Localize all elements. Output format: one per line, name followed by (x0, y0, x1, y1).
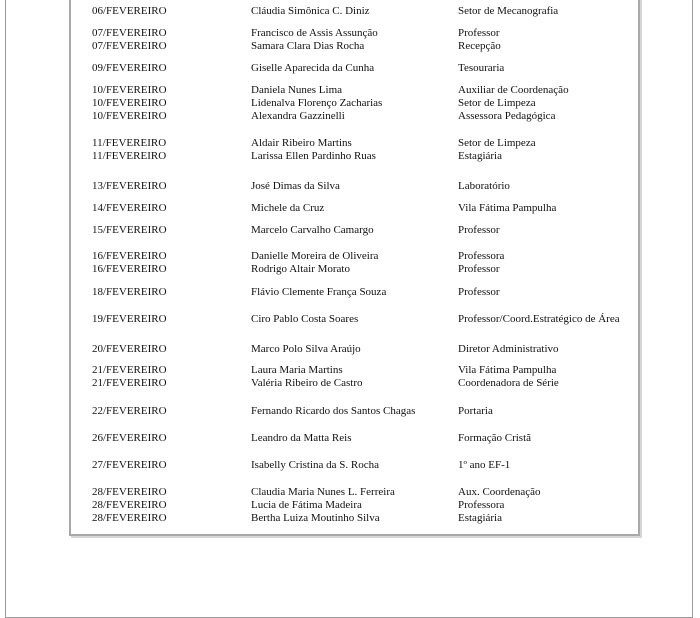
employee-name: Cláudia Simônica C. Diniz (251, 5, 370, 17)
employee-department: Estagiária (458, 150, 502, 162)
birthday-date: 07/FEVEREIRO (92, 27, 167, 39)
employee-name: Michele da Cruz (251, 202, 325, 214)
employee-department: Tesouraria (458, 62, 505, 74)
employee-name: Samara Clara Dias Rocha (251, 40, 365, 52)
employee-department: Recepção (458, 40, 501, 52)
employee-department: Auxiliar de Coordenação (458, 84, 569, 96)
employee-name: Larissa Ellen Pardinho Ruas (251, 150, 376, 162)
employee-name: Alexandra Gazzinelli (251, 110, 345, 122)
birthday-list (69, 0, 640, 536)
employee-department: Vila Fátima Pampulha (458, 202, 557, 214)
birthday-date: 14/FEVEREIRO (92, 202, 167, 214)
employee-department: Professora (458, 499, 505, 511)
employee-department: Professor (458, 263, 500, 275)
employee-name: Flávio Clemente França Souza (251, 286, 387, 298)
employee-name: Claudia Maria Nunes L. Ferreira (251, 486, 395, 498)
employee-name: Lidenalva Florenço Zacharias (251, 97, 383, 109)
employee-name: Marco Polo Silva Araújo (251, 343, 361, 355)
birthday-date: 10/FEVEREIRO (92, 97, 167, 109)
employee-name: Marcelo Carvalho Camargo (251, 224, 374, 236)
birthday-date: 11/FEVEREIRO (92, 150, 167, 162)
birthday-date: 22/FEVEREIRO (92, 405, 167, 417)
employee-name: Bertha Luiza Moutinho Silva (251, 512, 380, 524)
employee-department: Vila Fátima Pampulha (458, 364, 557, 376)
employee-department: Professora (458, 250, 505, 262)
employee-name: Isabelly Cristina da S. Rocha (251, 459, 380, 471)
employee-name: Leandro da Matta Reis (251, 432, 352, 444)
employee-name: Francisco de Assis Assunção (251, 27, 378, 39)
birthday-date: 13/FEVEREIRO (92, 180, 167, 192)
birthday-date: 11/FEVEREIRO (92, 137, 167, 149)
employee-department: Professor (458, 27, 500, 39)
employee-department: 1º ano EF-1 (458, 459, 511, 471)
employee-department: Portaria (458, 405, 493, 417)
employee-department: Estagiária (458, 512, 502, 524)
birthday-date: 06/FEVEREIRO (92, 5, 167, 17)
employee-department: Formação Cristã (458, 432, 532, 444)
employee-name: Aldair Ribeiro Martins (251, 137, 352, 149)
birthday-date: 07/FEVEREIRO (92, 40, 167, 52)
employee-department: Assessora Pedagógica (458, 110, 556, 122)
birthday-date: 19/FEVEREIRO (92, 313, 167, 325)
employee-department: Professor/Coord.Estratégico de Área (458, 313, 620, 325)
employee-name: Giselle Aparecida da Cunha (251, 62, 375, 74)
employee-name: José Dimas da Silva (251, 180, 340, 192)
employee-name: Daniela Nunes Lima (251, 84, 343, 96)
birthday-date: 16/FEVEREIRO (92, 250, 167, 262)
birthday-date: 21/FEVEREIRO (92, 377, 167, 389)
birthday-date: 15/FEVEREIRO (92, 224, 167, 236)
birthday-date: 10/FEVEREIRO (92, 110, 167, 122)
employee-department: Professor (458, 224, 500, 236)
birthday-date: 18/FEVEREIRO (92, 286, 167, 298)
employee-name: Laura Maria Martins (251, 364, 343, 376)
employee-department: Diretor Administrativo (458, 343, 559, 355)
birthday-date: 28/FEVEREIRO (92, 499, 167, 511)
birthday-date: 28/FEVEREIRO (92, 512, 167, 524)
employee-department: Aux. Coordenação (458, 486, 541, 498)
employee-department: Laboratório (458, 180, 510, 192)
employee-department: Setor de Limpeza (458, 97, 536, 109)
employee-name: Valéria Ribeiro de Castro (251, 377, 363, 389)
birthday-date: 27/FEVEREIRO (92, 459, 167, 471)
employee-name: Rodrigo Altair Morato (251, 263, 350, 275)
birthday-date: 10/FEVEREIRO (92, 84, 167, 96)
employee-name: Danielle Moreira de Oliveira (251, 250, 379, 262)
birthday-date: 21/FEVEREIRO (92, 364, 167, 376)
employee-name: Lucia de Fátima Madeira (251, 499, 362, 511)
employee-department: Coordenadora de Série (458, 377, 559, 389)
employee-department: Setor de Mecanografia (458, 5, 559, 17)
birthday-date: 16/FEVEREIRO (92, 263, 167, 275)
birthday-date: 28/FEVEREIRO (92, 486, 167, 498)
employee-department: Professor (458, 286, 500, 298)
birthday-date: 20/FEVEREIRO (92, 343, 167, 355)
employee-name: Ciro Pablo Costa Soares (251, 313, 359, 325)
employee-department: Setor de Limpeza (458, 137, 536, 149)
birthday-date: 26/FEVEREIRO (92, 432, 167, 444)
employee-name: Fernando Ricardo dos Santos Chagas (251, 405, 416, 417)
birthday-date: 09/FEVEREIRO (92, 62, 167, 74)
